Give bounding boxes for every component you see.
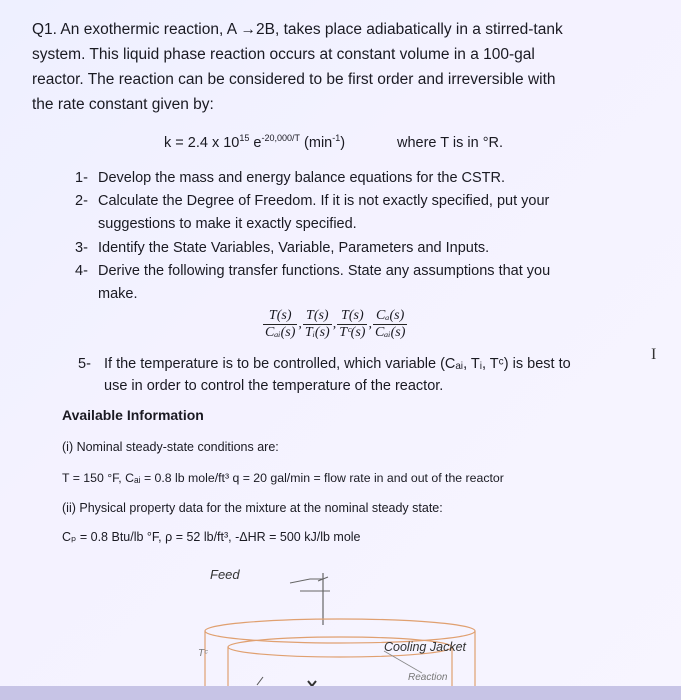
task-text: make. — [98, 286, 138, 302]
info-i-label: (i) Nominal steady-state conditions are: — [62, 440, 279, 454]
task-text: suggestions to make it exactly specified. — [98, 216, 357, 232]
task-number: 5- — [78, 356, 91, 372]
info-ii-label: (ii) Physical property data for the mixture at the nominal steady state: — [62, 501, 443, 515]
task-number: 2- — [75, 193, 88, 209]
cooling-jacket-label: Cooling Jacket — [384, 640, 466, 654]
info-i-values: T = 150 °F, Cₐᵢ = 0.8 lb mole/ft³ q = 20 gal/min = flow rate in and out of the reactor — [62, 471, 504, 485]
feed-label: Feed — [210, 567, 240, 582]
question-line-1: Q1. An exothermic reaction, A →2B, takes place adiabatically in a stirred-tank — [32, 21, 563, 38]
task-number: 1- — [75, 170, 88, 186]
task-text: Develop the mass and energy balance equations for the CSTR. — [98, 170, 506, 186]
available-heading: Available Information — [62, 407, 204, 423]
task-text: Calculate the Degree of Freedom. If it is not exactly specified, put your — [98, 193, 550, 209]
question-line-2: system. This liquid phase reaction occurs at constant volume in a 100-gal — [32, 46, 535, 63]
tf-3: $\frac{T(s)}{\text{Tᶜ(s)}}$ — [339, 308, 366, 340]
task-text: If the temperature is to be controlled, which variable (Cₐᵢ, Tᵢ, Tᶜ) is best to — [104, 356, 571, 372]
text-cursor-icon: I — [651, 346, 657, 363]
tf-4: $\frac{\text{Cₐ(s)}}{\text{Cₐᵢ(s)}}$ — [374, 308, 406, 340]
question-line-4: the rate constant given by: — [32, 96, 214, 113]
tc-label: Tᶜ — [198, 648, 208, 659]
reaction-label: Reaction — [408, 672, 448, 683]
task-text: Identify the State Variables, Variable, Parameters and Inputs. — [98, 240, 490, 256]
task-number: 3- — [75, 240, 88, 256]
transfer-functions: $\frac{T(s)}{\text{Cₐᵢ(s)}}$ , $\frac{T(s)}{\text{Tᵢ(s)}}$ , $\frac{T(s)}{\text{Tᶜ(s)}}$ , $\frac{\text{Cₐ(s)}}{\text{Cₐᵢ(s)}}$ — [265, 308, 406, 340]
tf-1: $\frac{T(s)}{\text{Cₐᵢ(s)}}$ — [265, 308, 296, 340]
question-line-3: reactor. The reaction can be considered to be first order and irreversible with — [32, 71, 556, 88]
task-text: use in order to control the temperature of the reactor. — [104, 378, 444, 394]
tf-2: $\frac{T(s)}{\text{Tᵢ(s)}}$ — [304, 308, 330, 340]
task-text: Derive the following transfer functions. State any assumptions that you — [98, 263, 551, 279]
rate-constant-where: where T is in °R. — [397, 135, 503, 151]
task-number: 4- — [75, 263, 88, 279]
bottom-bar — [0, 686, 681, 700]
info-ii-values: Cₚ = 0.8 Btu/lb °F, ρ = 52 lb/ft³, -ΔHR = 500 kJ/lb mole — [62, 530, 361, 544]
rate-constant-equation: k = 2.4 x $10^{15}$ $e^{-20,000/T}$ $(\min^{-1})$ — [164, 133, 346, 151]
